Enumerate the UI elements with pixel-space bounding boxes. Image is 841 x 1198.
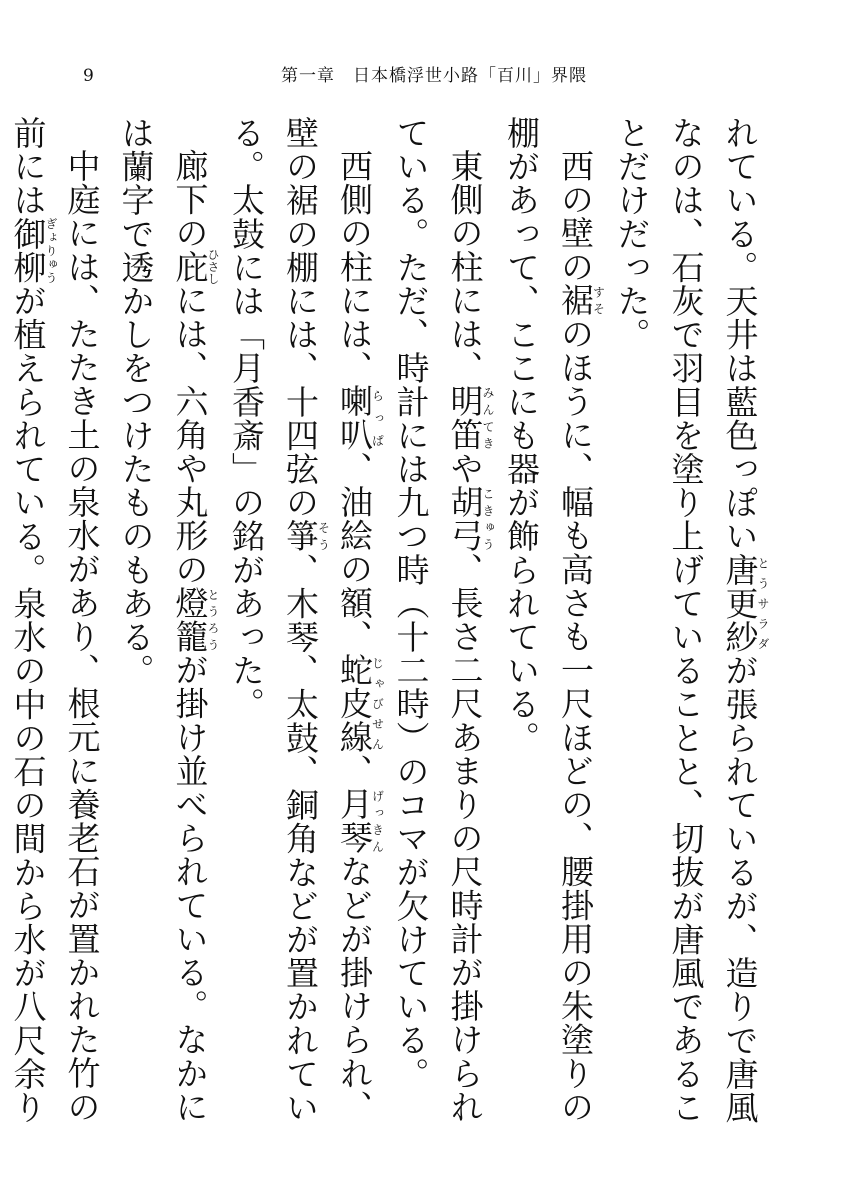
text-run: には、六角や丸形の: [170, 283, 210, 586]
text-run: や: [445, 451, 485, 486]
ruby-word: [556, 283, 606, 318]
ruby-word: [335, 384, 385, 452]
page-number: 9: [83, 66, 94, 86]
ruby-word: [170, 585, 220, 654]
furigana: そう: [316, 519, 331, 553]
furigana: とうサラダ: [756, 552, 770, 654]
furigana: ひさし: [206, 248, 220, 285]
ruby-word: [720, 552, 770, 654]
ruby-base: 御柳: [8, 216, 48, 285]
furigana: みんてき: [481, 384, 495, 452]
text-run: のほうに、幅も高さも一尺ほどの、腰掛用の朱塗りの棚があって、ここにも器が飾られている。: [502, 116, 595, 1124]
ruby-base: 唐更紗: [720, 552, 760, 654]
furigana: ぎょりゅう: [44, 216, 58, 285]
text-run: れている。天井は藍色っぽい: [720, 116, 760, 553]
ruby-base: 庇: [170, 248, 210, 285]
ruby-base: 月琴: [335, 787, 374, 855]
ruby-word: [445, 485, 495, 553]
body-text: [0, 116, 769, 1126]
furigana: すそ: [591, 283, 606, 317]
furigana: じゃびせん: [370, 653, 385, 754]
running-title: 第一章 日本橋浮世小路「百川」界隈: [281, 66, 587, 86]
text-run: などが掛けられ、壁の裾の棚には、十四弦の: [281, 116, 374, 1124]
furigana: とうろう: [206, 585, 220, 654]
paragraph: [384, 116, 495, 1126]
ruby-base: 箏: [281, 519, 320, 553]
furigana: げっきん: [370, 787, 385, 855]
ruby-word: [335, 787, 385, 855]
ruby-base: 胡弓: [445, 485, 485, 553]
text-run: 、: [335, 753, 374, 788]
text-run: が植えられている。泉水の中の石の間から水が八尺余り: [8, 284, 48, 1125]
paragraph: [0, 116, 109, 1126]
furigana: こきゅう: [481, 485, 495, 553]
text-run: が張られているが、造りで唐風なのは、石灰で羽目を塗り上げていることと、切抜が唐風であることだけだった。: [612, 116, 760, 1125]
text-run: 廊下の: [170, 149, 210, 250]
ruby-word: [170, 248, 220, 285]
ruby-base: 裾: [556, 283, 595, 318]
text-run: 西の壁の: [556, 149, 595, 284]
ruby-base: 蛇皮線: [335, 653, 374, 754]
paragraph: [219, 116, 384, 1126]
paragraph: [605, 116, 770, 1126]
ruby-base: 喇叭: [335, 384, 374, 452]
ruby-base: 明笛: [445, 384, 485, 452]
text-run: 中庭には、たたき土の泉水があり、根元に養老石が置かれた竹の前には: [8, 116, 102, 1124]
text-run: 、木琴、太鼓、銅角などが置かれている。太鼓には「月香斎」の銘があった。: [227, 116, 320, 1125]
text-run: 西側の柱には、: [335, 149, 374, 385]
text-run: 、油絵の額、: [335, 451, 374, 654]
ruby-word: [335, 653, 385, 754]
text-run: が掛け並べられている。なかには蘭字で透かしをつけたものもある。: [116, 116, 210, 1124]
text-run: 、長さ二尺あまりの尺時計が掛けられている。ただ、時計には九つ時（十二時）のコマが欠けている。: [391, 116, 485, 1124]
paragraph: [109, 116, 220, 1126]
ruby-word: [8, 216, 58, 285]
ruby-base: 燈籠: [170, 585, 210, 654]
ruby-word: [445, 384, 495, 452]
text-run: 東側の柱には、: [445, 149, 485, 385]
ruby-word: [281, 519, 331, 553]
furigana: らっぱ: [370, 384, 385, 452]
paragraph: [494, 116, 605, 1126]
